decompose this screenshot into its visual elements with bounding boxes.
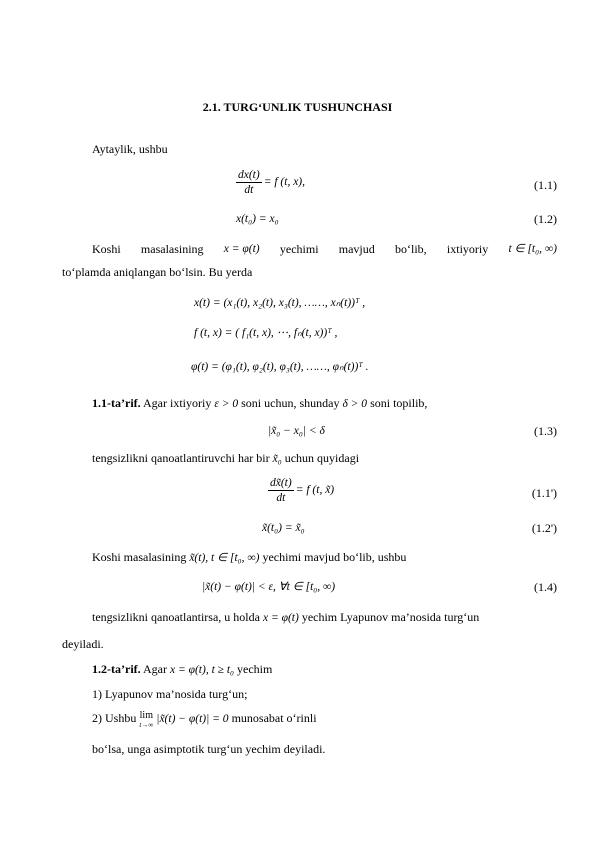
paragraph-koshi-line2: to‘plamda aniqlangan bo‘lsin. Bu yerda — [62, 265, 253, 279]
vector-x: x(t) = (x₁(t), x₂(t), x₃(t), ……, xₙ(t))ᵀ , — [194, 297, 366, 309]
paragraph-koshi-2: Koshi masalasining x̃(t), t ∈ [t₀, ∞) yechimi mavjud bo‘lib, ushbu — [92, 550, 407, 564]
equation-1-2-prime: x̃(t₀) = x̃₀ — [262, 522, 305, 534]
paragraph-koshi: Koshi masalasining x = φ(t) yechimi mavjud bo‘lib, ixtiyoriy t ∈ [t₀, ∞) — [92, 242, 557, 256]
definition-1-1: 1.1-ta’rif. Agar ixtiyoriy ε > 0 soni uchun, shunday δ > 0 soni topilib, — [92, 396, 428, 410]
list-item-2: 2) Ushbu lim t→∞ |x̃(t) − φ(t)| = 0 munosabat o‘rinli — [92, 710, 317, 729]
definition-1-2: 1.2-ta’rif. Agar x = φ(t), t ≥ t₀ yechim — [92, 662, 273, 676]
definition-label: 1.2-ta’rif. — [92, 662, 141, 676]
equation-1-3: |x̃₀ − x₀| < δ — [268, 425, 325, 437]
closing-text: bo‘lsa, unga asimptotik turg‘un yechim deyiladi. — [92, 742, 326, 756]
equation-1-4: |x̃(t) − φ(t)| < ε, ∀t ∈ [t₀, ∞) — [202, 581, 336, 593]
paragraph-condition: tengsizlikni qanoatlantiruvchi har bir x̃₀ uchun quyidagi — [92, 451, 360, 465]
equation-number: (1.2) — [534, 212, 557, 226]
paragraph-conclusion-line2: deyiladi. — [62, 637, 104, 651]
equation-number: (1.1) — [534, 178, 557, 192]
equation-number: (1.3) — [534, 424, 557, 438]
definition-label: 1.1-ta’rif. — [92, 396, 141, 410]
list-item-1: 1) Lyapunov ma’nosida turg‘un; — [92, 687, 248, 701]
intro-text: Aytaylik, ushbu — [92, 142, 168, 156]
equation-number: (1.2') — [531, 521, 557, 535]
equation-1-2: x(t₀) = x₀ — [236, 213, 279, 225]
paragraph-conclusion: tengsizlikni qanoatlantirsa, u holda x = φ(t) yechim Lyapunov ma’nosida turg‘un — [92, 610, 480, 624]
vector-f: f (t, x) = ( f₁(t, x), ⋯, fₙ(t, x))ᵀ , — [194, 327, 338, 339]
vector-phi: φ(t) = (φ₁(t), φ₂(t), φ₃(t), ……, φₙ(t))ᵀ . — [191, 361, 369, 373]
equation-number: (1.1') — [531, 486, 557, 500]
formula-x-phi: x = φ(t) — [223, 243, 260, 255]
equation-1-1-prime: $\frac{dx̃(t)}{dt}$ = f (t, x̃) — [270, 477, 335, 504]
section-title: 2.1. TURG‘UNLIK TUSHUNCHASI — [202, 100, 393, 114]
fraction: $\frac{dx(t)}{dt}$ — [238, 169, 260, 196]
formula-t-interval: t ∈ [t₀, ∞) — [508, 243, 557, 255]
equation-number: (1.4) — [534, 580, 557, 594]
fraction: $\frac{dx̃(t)}{dt}$ — [270, 477, 292, 504]
limit-operator: lim t→∞ — [139, 710, 154, 729]
equation-1-1: $\frac{dx(t)}{dt}$ = f (t, x), — [238, 169, 306, 196]
